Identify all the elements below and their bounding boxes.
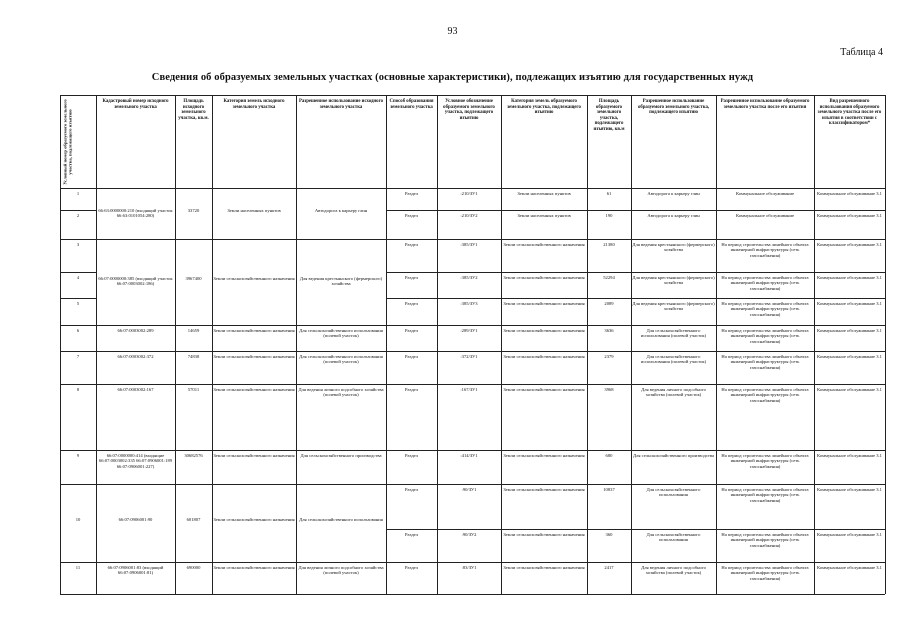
table-rule xyxy=(212,484,296,485)
table-cell-vri: Коммунальное обслуживание 3.1 xyxy=(817,387,882,392)
table-rule xyxy=(501,95,502,594)
table-cell-cat: Земли сельскохозяйственного назначения xyxy=(213,517,295,522)
table-rule xyxy=(212,239,296,240)
table-rule xyxy=(296,562,386,563)
table-cell-use2: Автодорога к карьеру глин xyxy=(647,191,700,196)
table-rule xyxy=(96,351,175,352)
table-rule xyxy=(716,529,814,530)
table-cell-method: Раздел xyxy=(405,387,418,392)
table-cell-use3: На период строительства линейного объекта инженерной инфраструктуры (сеть газоснабжения) xyxy=(721,328,809,344)
table-rule xyxy=(386,484,437,485)
table-cell-use: Для сельскохозяйственного использования (полевой участок) xyxy=(299,354,383,365)
table-cell-use2: Для ведения крестьянского (фермерского) хозяйства xyxy=(632,275,715,286)
table-cell-use2: Для сельскохозяйственного использования (полевой участок) xyxy=(640,354,707,365)
table-rule xyxy=(296,239,386,240)
table-rule xyxy=(437,450,501,451)
table-rule xyxy=(501,484,587,485)
table-cell-vri: Коммунальное обслуживание 3.1 xyxy=(817,191,882,196)
table-rule xyxy=(814,562,885,563)
table-rule xyxy=(212,384,296,385)
table-cell-cat2: Земли сельскохозяйственного назначения xyxy=(503,328,585,333)
table-rule xyxy=(814,298,885,299)
table-rule xyxy=(437,272,501,273)
table-cell-code: :90/ЗУ2 xyxy=(461,532,477,537)
table-cell-no: 2 xyxy=(76,213,80,218)
table-rule xyxy=(501,325,587,326)
table-cell-method: Раздел xyxy=(405,301,418,306)
table-rule xyxy=(212,450,296,451)
table-rule xyxy=(386,450,437,451)
table-rule xyxy=(631,484,716,485)
table-cell-area2: 190 xyxy=(605,213,613,218)
table-cell-area2: 2417 xyxy=(604,565,614,570)
table-rule xyxy=(437,325,501,326)
table-rule xyxy=(212,325,296,326)
table-rule xyxy=(814,272,885,273)
table-rule xyxy=(437,562,501,563)
table-rule xyxy=(175,351,212,352)
table-cell-use3: Коммунальное обслуживание xyxy=(735,213,795,218)
table-cell-vri: Коммунальное обслуживание 3.1 xyxy=(817,532,882,537)
table-rule xyxy=(386,210,437,211)
table-cell-use: Для ведения личного подсобного хозяйства (полевой участок) xyxy=(298,565,384,576)
table-cell-cat: Земли сельскохозяйственного назначения xyxy=(213,276,295,281)
table-cell-cad: 66:07:0906001:83 (входящий 66:07:0906001:81) xyxy=(107,565,164,576)
table-cell-no: 7 xyxy=(76,354,80,359)
header-cell-11: Вид разрешенного использования образуемого земельного участка после его изъятия в соответствии с классификатором* xyxy=(817,99,882,127)
table-cell-cat: Земли населенных пунктов xyxy=(227,207,281,213)
table-rule xyxy=(814,210,885,211)
table-rule xyxy=(716,210,814,211)
table-rule xyxy=(60,351,96,352)
table-rule xyxy=(60,325,96,326)
table-cell-method: Раздел xyxy=(405,191,418,196)
table-cell-use2: Для сельскохозяйственного производства xyxy=(632,453,715,458)
table-rule xyxy=(96,450,175,451)
table-cell-cat2: Земли сельскохозяйственного назначения xyxy=(503,387,585,392)
table-cell-cat2: Земли сельскохозяйственного назначения xyxy=(503,453,585,458)
table-rule xyxy=(501,239,587,240)
table-rule xyxy=(501,298,587,299)
header-cell-7: Категория земель образуемого земельного участка, подлежащего изъятию xyxy=(507,99,581,116)
table-rule xyxy=(96,384,175,385)
table-cell-no: 1 xyxy=(76,191,80,196)
table-cell-area2: 21380 xyxy=(603,242,615,247)
table-cell-cat: Земли сельскохозяйственного назначения xyxy=(213,354,295,359)
table-cell-code: :210/ЗУ1 xyxy=(460,191,478,196)
table-rule xyxy=(814,529,885,530)
table-rule xyxy=(96,239,175,240)
table-cell-area: 3967400 xyxy=(185,276,202,281)
table-rule xyxy=(587,210,631,211)
table-rule xyxy=(96,484,175,485)
table-rule xyxy=(587,95,588,594)
table-rule xyxy=(437,351,501,352)
table-cell-use3: На период строительства линейного объекта инженерной инфраструктуры (сеть газоснабжения) xyxy=(721,565,809,581)
table-rule xyxy=(96,562,175,563)
table-rule xyxy=(386,351,437,352)
table-rule xyxy=(437,239,501,240)
header-cell-6: Условное обозначение образуемого земельного участка, подлежащего изъятию xyxy=(443,99,495,121)
table-cell-cat2: Земли сельскохозяйственного назначения xyxy=(503,487,585,492)
table-cell-use2: Для ведения крестьянского (фермерского) хозяйства xyxy=(632,301,715,312)
table-cell-cat2: Земли сельскохозяйственного назначения xyxy=(503,532,585,537)
table-rule xyxy=(631,298,716,299)
header-cell-5: Способ образования земельного участка xyxy=(389,99,434,110)
table-rule xyxy=(175,239,212,240)
table-rule xyxy=(60,210,96,211)
table-cell-use2: Автодорога к карьеру глин xyxy=(647,213,700,218)
header-cell-4: Разрешенное использование исходного земельного участка xyxy=(298,99,384,110)
table-cell-code: :83/ЗУ1 xyxy=(461,565,477,570)
table-rule xyxy=(716,272,814,273)
table-cell-area: 601807 xyxy=(186,517,201,522)
table-cell-code: :385/ЗУ1 xyxy=(460,242,478,247)
table-rule xyxy=(60,298,96,299)
table-cell-cat2: Земли сельскохозяйственного назначения xyxy=(503,565,585,570)
table-rule xyxy=(631,325,716,326)
table-rule xyxy=(212,351,296,352)
table-rule xyxy=(386,562,437,563)
table-rule xyxy=(175,95,176,594)
table-cell-vri: Коммунальное обслуживание 3.1 xyxy=(817,354,882,359)
table-rule xyxy=(60,95,885,96)
table-cell-cat: Земли сельскохозяйственного назначения xyxy=(213,565,295,570)
table-rule xyxy=(587,562,631,563)
table-rule xyxy=(814,351,885,352)
header-cell-2: Площадь исходного земельного участка, кв.м. xyxy=(178,99,209,121)
table-rule xyxy=(631,272,716,273)
table-rule xyxy=(386,272,437,273)
table-rule xyxy=(175,384,212,385)
table-rule xyxy=(587,325,631,326)
table-cell-no: 4 xyxy=(76,275,80,280)
table-cell-cad: 66:07:0000000:385 (входящий участок 66:07:0003002:186) xyxy=(98,276,173,287)
table-rule xyxy=(296,325,386,326)
table-cell-use3: На период строительства линейного объекта инженерной инфраструктуры (сеть газоснабжения) xyxy=(721,532,809,548)
table-rule xyxy=(212,95,213,594)
table-rule xyxy=(501,384,587,385)
table-cell-no: 5 xyxy=(76,301,80,306)
header-cell-1: Кадастровый номер исходного земельного участка xyxy=(102,99,169,110)
table-cell-code: :385/ЗУ3 xyxy=(460,301,478,306)
table-cell-area2: 2089 xyxy=(604,301,614,306)
table-cell-method: Раздел xyxy=(405,354,418,359)
table-cell-vri: Коммунальное обслуживание 3.1 xyxy=(817,242,882,247)
table-rule xyxy=(437,210,501,211)
table-cell-vri: Коммунальное обслуживание 3.1 xyxy=(817,453,882,458)
table-rule xyxy=(296,351,386,352)
table-cell-code: :210/ЗУ2 xyxy=(460,213,478,218)
table-cell-area: 690000 xyxy=(186,565,201,570)
table-rule xyxy=(296,95,297,594)
table-cell-no: 6 xyxy=(76,328,80,333)
table-cell-method: Раздел xyxy=(405,213,418,218)
table-rule xyxy=(716,298,814,299)
table-rule xyxy=(175,484,212,485)
table-rule xyxy=(60,239,96,240)
table-rule xyxy=(631,239,716,240)
table-title: Сведения об образуемых земельных участках (основные характеристики), подлежащих изъятию для государственных нужд xyxy=(151,72,754,83)
table-cell-no: 10 xyxy=(75,517,81,522)
table-rule xyxy=(631,351,716,352)
table-cell-area2: 2379 xyxy=(604,354,614,359)
table-rule xyxy=(631,562,716,563)
table-cell-use2: Для сельскохозяйственного использования xyxy=(646,487,701,498)
table-cell-method: Раздел xyxy=(405,328,418,333)
header-cell-0: Условный номер образуемого земельного участка, подлежащего изъятию xyxy=(62,98,73,185)
table-cell-no: 3 xyxy=(76,242,80,247)
table-cell-code: :385/ЗУ2 xyxy=(460,275,478,280)
header-cell-8: Площадь образуемого земельного участка, подлежащего изъятию, кв.м xyxy=(593,99,625,132)
table-rule xyxy=(212,562,296,563)
table-rule xyxy=(587,298,631,299)
table-rule xyxy=(96,95,97,594)
table-rule xyxy=(716,484,814,485)
table-rule xyxy=(814,450,885,451)
table-cell-method: Раздел xyxy=(405,275,418,280)
table-cell-area: 74838 xyxy=(187,354,200,359)
table-cell-area2: 360 xyxy=(605,532,613,537)
table-rule xyxy=(175,325,212,326)
table-rule xyxy=(60,450,96,451)
table-rule xyxy=(175,562,212,563)
table-rule xyxy=(386,529,437,530)
table-rule xyxy=(386,239,437,240)
table-rule xyxy=(587,272,631,273)
table-rule xyxy=(716,239,814,240)
table-cell-cat2: Земли сельскохозяйственного назначения xyxy=(503,354,585,359)
table-rule xyxy=(386,95,387,594)
table-cell-use3: На период строительства линейного объекта инженерной инфраструктуры (сеть газоснабжения) xyxy=(721,242,809,258)
table-cell-area: 14659 xyxy=(187,328,200,333)
table-cell-use3: На период строительства линейного объекта инженерной инфраструктуры (сеть газоснабжения) xyxy=(721,354,809,370)
table-cell-vri: Коммунальное обслуживание 3.1 xyxy=(817,275,882,280)
table-rule xyxy=(296,450,386,451)
table-rule xyxy=(437,298,501,299)
table-cell-use2: Для сельскохозяйственного использования (полевой участок) xyxy=(640,328,707,339)
table-cell-use: Для сельскохозяйственного использования (полевой участок) xyxy=(299,328,383,339)
table-rule xyxy=(386,325,437,326)
table-cell-use3: На период строительства линейного объекта инженерной инфраструктуры (сеть газоснабжения) xyxy=(721,487,809,503)
table-cell-use3: На период строительства линейного объекта инженерной инфраструктуры (сеть газоснабжения) xyxy=(721,387,809,403)
table-rule xyxy=(631,95,632,594)
table-rule xyxy=(501,210,587,211)
table-cell-area2: 52294 xyxy=(603,275,615,280)
table-cell-code: :167/ЗУ1 xyxy=(460,387,478,392)
table-cell-code: :90/ЗУ1 xyxy=(461,487,477,492)
table-cell-area2: 3968 xyxy=(604,387,614,392)
table-rule xyxy=(716,325,814,326)
table-cell-area: 33720 xyxy=(187,207,200,213)
table-cell-use: Для ведения личного подсобного хозяйства (полевой участок) xyxy=(298,387,384,398)
table-cell-method: Раздел xyxy=(405,565,418,570)
table-rule xyxy=(814,325,885,326)
header-cell-3: Категория земель исходного земельного участка xyxy=(223,99,285,110)
table-rule xyxy=(296,484,386,485)
table-cell-cat2: Земли сельскохозяйственного назначения xyxy=(503,275,585,280)
table-cell-use3: Коммунальное обслуживание xyxy=(735,191,795,196)
table-rule xyxy=(60,594,885,595)
header-cell-10: Разрешенное использование образуемого земельного участка после его изъятия xyxy=(720,99,810,110)
table-cell-use2: Для сельскохозяйственного использования xyxy=(646,532,701,543)
table-cell-cad: 66:07:0000000:414 (входящие 66:07:0003002:335 66:07:0906001:189 66:07:0906001:227) xyxy=(98,453,173,469)
header-cell-9: Разрешенное использование образуемого земельного участка, подлежащего изъятию xyxy=(637,99,710,116)
table-rule xyxy=(501,529,587,530)
table-cell-cat2: Земли сельскохозяйственного назначения xyxy=(503,242,585,247)
table-rule xyxy=(60,562,96,563)
table-rule xyxy=(587,239,631,240)
table-rule xyxy=(587,529,631,530)
table-cell-code: :372/ЗУ1 xyxy=(460,354,478,359)
table-rule xyxy=(814,384,885,385)
table-cell-area: 57011 xyxy=(187,387,200,392)
table-rule xyxy=(814,239,885,240)
table-cell-method: Раздел xyxy=(405,487,418,492)
table-cell-cad: 66:07:0906001:90 xyxy=(118,517,153,522)
table-cell-use3: На период строительства линейного объекта инженерной инфраструктуры (сеть газоснабжения) xyxy=(721,275,809,291)
table-rule xyxy=(501,562,587,563)
table-cell-cat2: Земли населенных пунктов xyxy=(517,191,571,196)
table-rule xyxy=(716,95,717,594)
table-cell-area2: 3636 xyxy=(604,328,614,333)
table-cell-use3: На период строительства линейного объекта инженерной инфраструктуры (сеть газоснабжения) xyxy=(721,301,809,317)
table-rule xyxy=(716,562,814,563)
table-cell-no: 8 xyxy=(76,387,80,392)
table-rule xyxy=(386,384,437,385)
table-cell-cat2: Земли населенных пунктов xyxy=(517,213,571,218)
table-rule xyxy=(501,351,587,352)
table-cell-code: :414/ЗУ1 xyxy=(460,453,478,458)
table-rule xyxy=(60,384,96,385)
table-cell-method: Раздел xyxy=(405,532,418,537)
table-label: Таблица 4 xyxy=(840,47,883,58)
table-rule xyxy=(716,351,814,352)
table-cell-cat: Земли сельскохозяйственного назначения xyxy=(213,328,295,333)
table-cell-no: 11 xyxy=(75,565,81,570)
table-cell-use: Для сельскохозяйственного производства xyxy=(300,453,382,458)
table-rule xyxy=(175,450,212,451)
table-rule xyxy=(437,384,501,385)
table-rule xyxy=(60,95,61,594)
table-cell-area: 30682576 xyxy=(184,453,203,458)
table-cell-cad: 66:07:0003002:372 xyxy=(117,354,154,359)
table-rule xyxy=(501,272,587,273)
table-rule xyxy=(631,210,716,211)
table-rule xyxy=(437,529,501,530)
table-cell-cad: 66:07:0003002:289 xyxy=(117,328,154,333)
table-rule xyxy=(716,384,814,385)
table-cell-cat: Земли сельскохозяйственного назначения xyxy=(213,387,295,392)
table-rule xyxy=(437,95,438,594)
table-cell-area2: 680 xyxy=(605,453,613,458)
table-rule xyxy=(814,484,885,485)
table-rule xyxy=(501,450,587,451)
table-cell-vri: Коммунальное обслуживание 3.1 xyxy=(817,487,882,492)
table-cell-use2: Для ведения крестьянского (фермерского) хозяйства xyxy=(632,242,715,253)
table-cell-use2: Для ведения личного подсобного хозяйства (полевой участок) xyxy=(641,387,706,398)
table-rule xyxy=(631,384,716,385)
table-rule xyxy=(96,325,175,326)
page-number: 93 xyxy=(447,26,458,37)
table-rule xyxy=(631,529,716,530)
table-cell-vri: Коммунальное обслуживание 3.1 xyxy=(817,328,882,333)
table-rule xyxy=(587,484,631,485)
table-rule xyxy=(60,272,96,273)
table-cell-no: 9 xyxy=(76,453,80,458)
table-cell-use: Для ведения крестьянского (фермерского) хозяйства xyxy=(299,276,383,287)
table-rule xyxy=(60,484,96,485)
table-cell-cat2: Земли сельскохозяйственного назначения xyxy=(503,301,585,306)
table-rule xyxy=(631,450,716,451)
table-rule xyxy=(814,95,815,594)
table-rule xyxy=(716,450,814,451)
table-rule xyxy=(437,484,501,485)
table-cell-cad: 66:63:0000000:210 (входящий участок 66:63:0101054:280) xyxy=(98,207,173,218)
table-cell-cat: Земли сельскохозяйственного назначения xyxy=(213,453,295,458)
table-cell-vri: Коммунальное обслуживание 3.1 xyxy=(817,301,882,306)
table-cell-code: :289/ЗУ1 xyxy=(460,328,478,333)
table-rule xyxy=(885,95,886,594)
table-cell-area2: 61 xyxy=(606,191,612,196)
table-rule xyxy=(60,188,885,189)
table-rule xyxy=(386,298,437,299)
table-cell-use3: На период строительства линейного объекта инженерной инфраструктуры (сеть газоснабжения) xyxy=(721,453,809,469)
table-rule xyxy=(296,384,386,385)
table-cell-method: Раздел xyxy=(405,242,418,247)
table-cell-area2: 10837 xyxy=(603,487,615,492)
table-cell-cad: 66:07:0003002:167 xyxy=(117,387,154,392)
table-cell-vri: Коммунальное обслуживание 3.1 xyxy=(817,565,882,570)
table-cell-use: Для сельскохозяйственного использования xyxy=(299,517,383,522)
table-cell-method: Раздел xyxy=(405,453,418,458)
table-rule xyxy=(587,351,631,352)
table-cell-use2: Для ведения личного подсобного хозяйства (полевой участок) xyxy=(641,565,706,576)
table-cell-use: Автодорога к карьеру глин xyxy=(314,207,368,213)
table-rule xyxy=(587,450,631,451)
table-rule xyxy=(587,384,631,385)
table-cell-vri: Коммунальное обслуживание 3.1 xyxy=(817,213,882,218)
